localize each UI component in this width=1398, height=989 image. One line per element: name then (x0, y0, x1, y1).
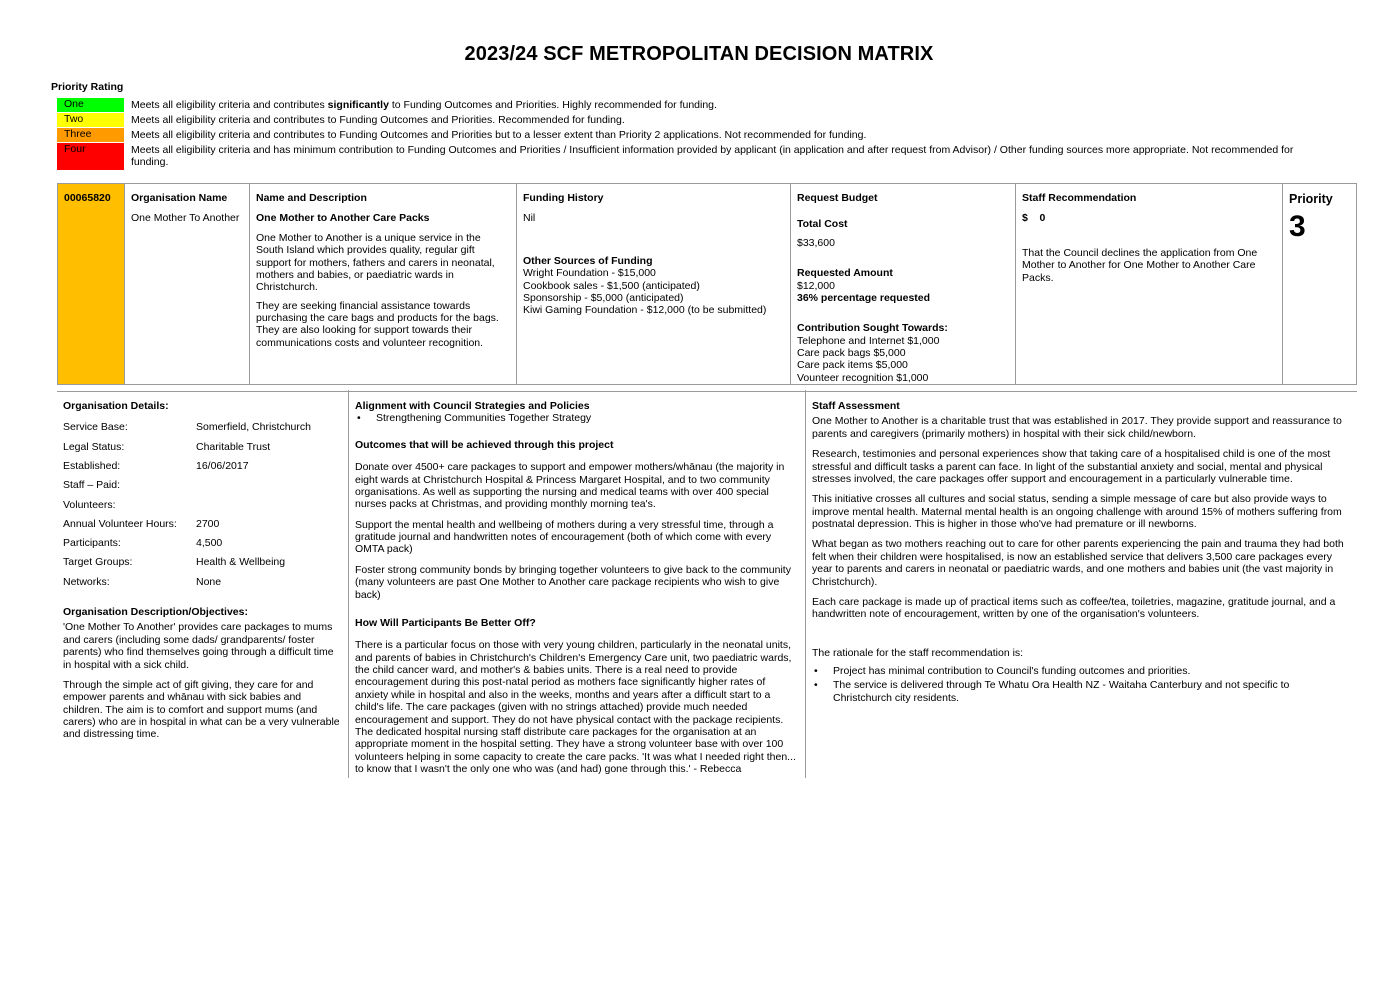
requested-amount-label: Requested Amount (797, 267, 893, 280)
other-source-item: Cookbook sales - $1,500 (anticipated) (523, 279, 700, 292)
priority-row-four (57, 143, 1316, 171)
priority-swatch: Four (57, 143, 125, 171)
contribution-heading: Contribution Sought Towards: (797, 322, 948, 335)
priority-heading: Priority (1289, 192, 1333, 206)
staff-recommended-amount: $ 0 (1022, 212, 1046, 225)
detail-row: Legal Status: Charitable Trust (63, 440, 271, 453)
organisation-description: Through the simple act of gift giving, they care for and empower parents and whānau with sick babies and children. The aim is to comfort and support mums (and carers) who are in hospital in what can be a very vulnerable and distressing time. (63, 678, 340, 741)
organisation-name-heading: Organisation Name (131, 192, 228, 204)
strategy-item: • Strengthening Communities Together Strategy (355, 412, 799, 424)
application-id: 00065820 (64, 192, 111, 204)
detail-row: Volunteers: (63, 498, 116, 511)
outcome-paragraph: Support the mental health and wellbeing of mothers during a very stressful time, through a gratitude journal and handwritten notes of encouragement (both of which come with every OMTA pack) (355, 518, 774, 556)
application-id-cell (58, 184, 125, 384)
rationale-item: • The service is delivered through Te Whatu Ora Health NZ - Waitaha Canterbury and not specific to Christchurch city residents. (812, 679, 1351, 704)
priority-value: 3 (1289, 209, 1306, 243)
organisation-description: 'One Mother To Another' provides care packages to mums and carers (including some dads/ grandparents/ foster parents) who find themselves going through a difficult time in hospital with a sick child. (63, 621, 334, 671)
organisation-name: One Mother To Another (131, 212, 240, 225)
priority-rating-heading: Priority Rating (51, 81, 124, 93)
project-description: One Mother to Another is a unique service in the South Island which provides quality, regular gift support for mothers, fathers and carers in neonatal, mothers and babies, or paediatric wards in Christchurch. (256, 231, 495, 294)
priority-description: Meets all eligibility criteria and contributes to Funding Outcomes and Priorities but to a lesser extent than Priority 2 applications. Not recommended for funding. (131, 128, 867, 141)
details-section (57, 390, 1357, 778)
rationale-item: • Project has minimal contribution to Council's funding outcomes and priorities. (812, 665, 1351, 677)
rationale-list (812, 665, 1351, 704)
other-source-item: Kiwi Gaming Foundation - $12,000 (to be submitted) (523, 304, 767, 317)
alignment-heading: Alignment with Council Strategies and Policies (355, 400, 590, 412)
priority-description: Meets all eligibility criteria and has minimum contribution to Funding Outcomes and Priorities / Insufficient information provided by applicant (in application and after request from Advisor) / Other funding sources more appropriate. Not recommended for funding. (131, 143, 1294, 168)
total-cost-label: Total Cost (797, 218, 848, 231)
assessment-paragraph: What began as two mothers reaching out to care for other parents experiencing the pain and trauma they had both felt when their children were hospitalised, is now an established service that delivers 3,500 care packages every year to parents and carers in neonatal or paediatric wards, and one mothers and babies unit (the vast majority in Christchurch). (812, 538, 1344, 588)
assessment-paragraph: Each care package is made up of practical items such as coffee/tea, toiletries, magazine, gratitude journal, and a handwritten note of encouragement, written by one of the organisation's volunteers. (812, 595, 1336, 621)
priority-cell (1283, 184, 1356, 384)
requested-amount-value: $12,000 (797, 279, 835, 292)
detail-row: Established: 16/06/2017 (63, 459, 249, 472)
assessment-paragraph: One Mother to Another is a charitable trust that was established in 2017. They provide support and reassurance to parents and caregivers (primarily mothers) in hospital with their sick child/newborn. (812, 415, 1342, 440)
detail-row: Participants: 4,500 (63, 537, 223, 550)
project-description: They are seeking financial assistance towards purchasing the care bags and products for the bags. They are also looking for support towards their communications costs and volunteer recognition. (256, 299, 499, 349)
priority-swatch: Two (57, 113, 125, 128)
priority-swatch: One (57, 98, 125, 113)
funding-history-value: Nil (523, 212, 536, 225)
rationale-heading: The rationale for the staff recommendation is: (812, 646, 1024, 659)
priority-row-one (57, 98, 1316, 113)
total-cost-value: $33,600 (797, 236, 835, 249)
project-name: One Mother to Another Care Packs (256, 212, 430, 225)
assessment-paragraph: This initiative crosses all cultures and social status, sending a simple message of care but also provide ways to improve mental health. Maternal mental health is an ongoing challenge with around 15% of mothers suffering from postnatal depression. This is higher in those who've had premature or ill newborns. (812, 493, 1342, 530)
request-budget-heading: Request Budget (797, 192, 878, 204)
staff-recommendation-heading: Staff Recommendation (1022, 192, 1137, 204)
organisation-details-column (57, 390, 348, 778)
detail-row: Staff – Paid: (63, 479, 121, 492)
outcome-paragraph: Donate over 4500+ care packages to support and empower mothers/whānau (the majority in eight wards at Christchurch Hospital & Princess Margaret Hospital, and to two community organisations. As well as supporting the nursing and medical teams with over 400 special nurses packs at Christmas, and providing monthly morning tea's. (355, 461, 785, 511)
detail-row: Target Groups: Health & Wellbeing (63, 556, 286, 569)
contribution-item: Care pack bags $5,000 (797, 347, 906, 359)
assessment-paragraph: Research, testimonies and personal experiences show that taking care of a hospitalised child is one of the most stressful and difficult tasks a parent can face. In light of the substantial anxiety and social, mental and physical stresses involved, the care packages offer support and encouragement in a particularly vulnerable time. (812, 448, 1331, 485)
detail-row: Service Base: Somerfield, Christchurch (63, 421, 311, 434)
strategy-list (355, 412, 799, 424)
name-description-heading: Name and Description (256, 192, 367, 204)
organisation-name-cell (125, 184, 250, 384)
other-source-item: Wright Foundation - $15,000 (523, 267, 656, 280)
priority-row-two (57, 113, 1316, 128)
alignment-column (348, 390, 806, 778)
better-off-paragraph: There is a particular focus on those with very young children, particularly in the neonatal units, and parents of babies in Christchurch's Children's Emergency Care unit, two paediatric wards, the child cancer ward, and mother's & babies units. There is a real need to provide encouragement during this post-natal period as mothers face significantly higher rates of anxiety while in hospital and also in the weeks, months and years after a difficult start to a child's life. The care packages (given with no strings attached) provide much needed encouragement and support. They do not have physical contact with the package recipients. The dedicated hospital nursing staff distribute care packages for the organisation at an appropriate moment in the hospital setting. They have a strong volunteer base with over 100 volunteers helping in some capacity to create the care packs. 'It was what I needed right then... to know that I wasn't the only one who was (and had) gone through this.' - Rebecca (355, 639, 796, 775)
priority-swatch: Three (57, 128, 125, 143)
request-budget-cell (791, 184, 1016, 384)
staff-assessment-heading: Staff Assessment (812, 400, 900, 412)
staff-assessment-column (806, 390, 1357, 778)
application-summary-table (57, 183, 1357, 385)
contribution-item: Vounteer recognition $1,000 (797, 371, 929, 384)
better-off-heading: How Will Participants Be Better Off? (355, 616, 536, 629)
outcomes-heading: Outcomes that will be achieved through this project (355, 438, 614, 451)
contribution-item: Telephone and Internet $1,000 (797, 334, 940, 347)
outcome-paragraph: Foster strong community bonds by bringing together volunteers to give back to the community (many volunteers are past One Mother to Another care package recipients who wish to give back) (355, 563, 791, 601)
organisation-description-heading: Organisation Description/Objectives: (63, 606, 248, 619)
priority-row-three (57, 128, 1316, 143)
name-description-cell (250, 184, 517, 384)
page-title: 2023/24 SCF METROPOLITAN DECISION MATRIX (464, 43, 934, 65)
priority-rating-legend (56, 97, 1316, 171)
organisation-details-heading: Organisation Details: (63, 400, 169, 412)
funding-history-heading: Funding History (523, 192, 604, 204)
detail-row: Annual Volunteer Hours: 2700 (63, 517, 220, 530)
contribution-item: Care pack items $5,000 (797, 359, 908, 372)
other-sources-heading: Other Sources of Funding (523, 254, 653, 267)
funding-history-cell (517, 184, 791, 384)
detail-row: Networks: None (63, 575, 222, 588)
other-source-item: Sponsorship - $5,000 (anticipated) (523, 291, 684, 304)
staff-recommendation-cell (1016, 184, 1283, 384)
priority-description: Meets all eligibility criteria and contributes to Funding Outcomes and Priorities. Recommended for funding. (131, 113, 625, 126)
percentage-requested: 36% percentage requested (797, 291, 931, 304)
staff-recommendation-text: That the Council declines the application from One Mother to Another for One Mother to Another Care Packs. (1022, 246, 1258, 284)
priority-description: Meets all eligibility criteria and contributes significantly to Funding Outcomes and Priorities. Highly recommended for funding. (131, 98, 717, 111)
